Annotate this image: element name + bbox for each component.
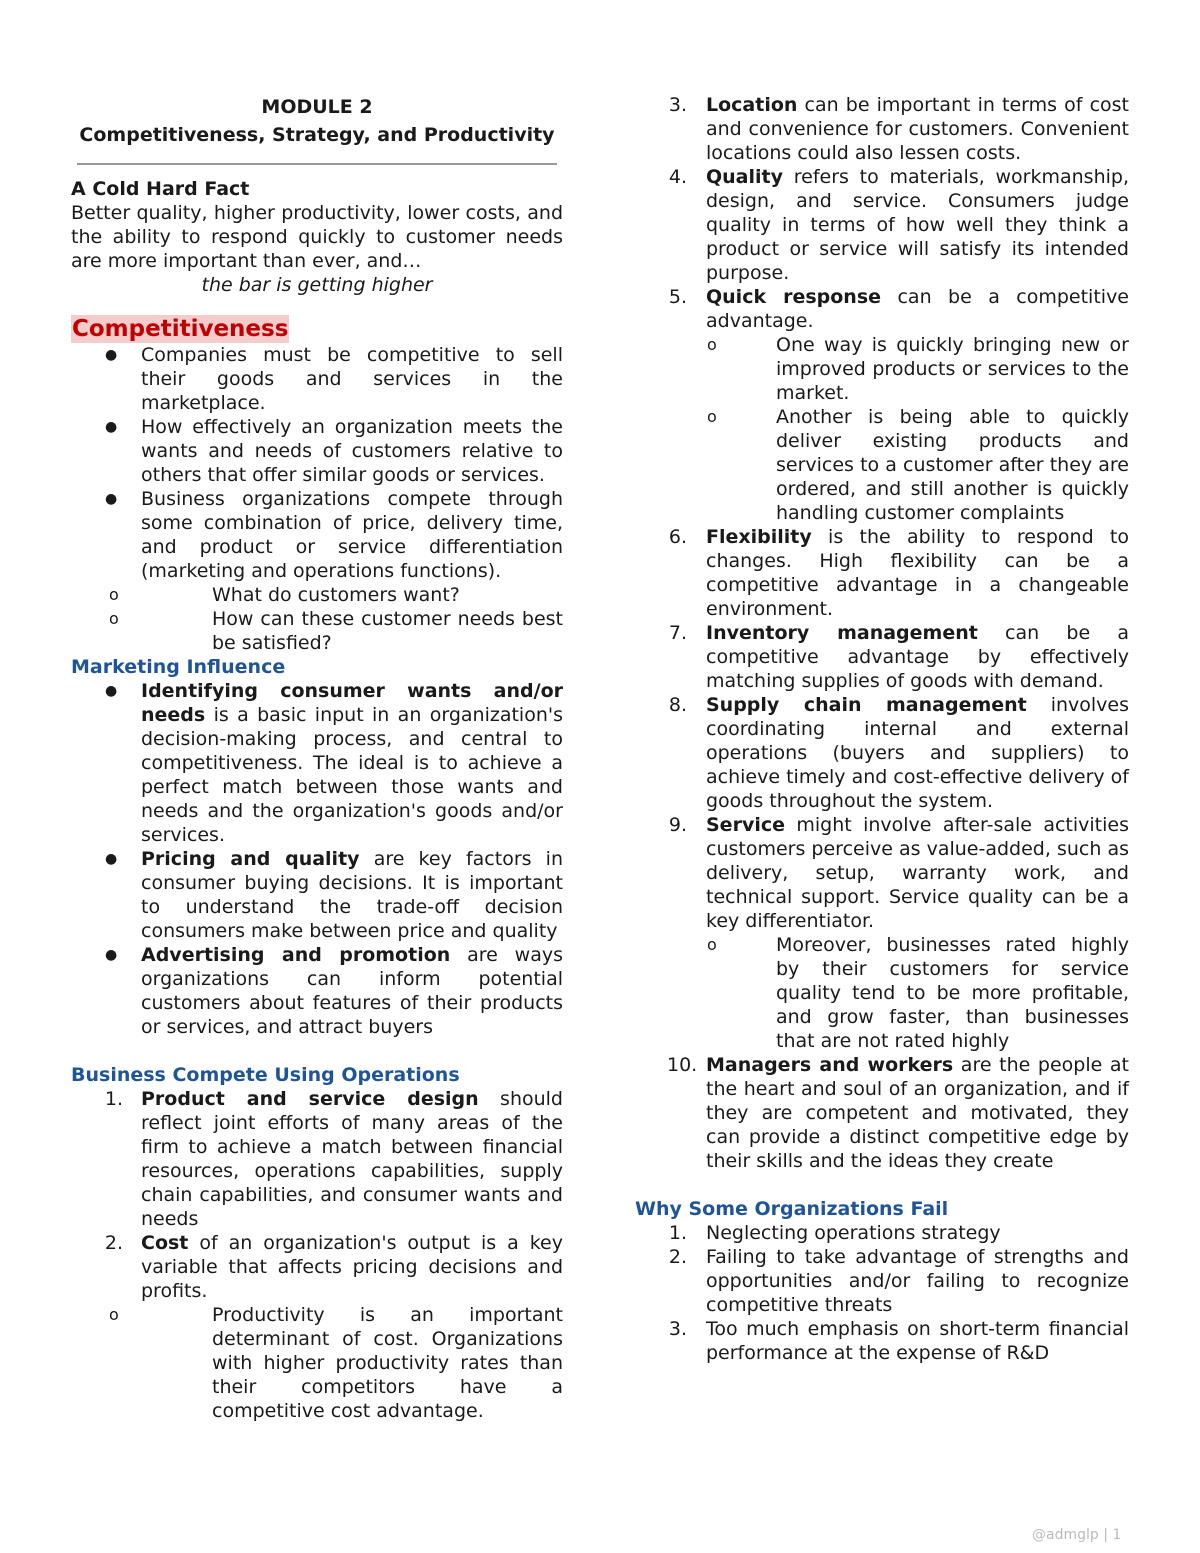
- item-text: can be important in terms of cost and convenience for customers. Convenient locations could also lessen costs.: [706, 94, 1129, 164]
- left-column: [71, 93, 563, 1423]
- list-item: [71, 847, 563, 943]
- competitiveness-list: [71, 343, 563, 655]
- item-term: Inventory management: [706, 622, 978, 644]
- list-item: [668, 285, 1129, 525]
- item-text: Neglecting operations strategy: [706, 1222, 1001, 1244]
- list-item: [71, 943, 563, 1039]
- list-item: [668, 621, 1129, 693]
- list-item: [668, 1245, 1129, 1317]
- competitiveness-sublist: [71, 583, 563, 655]
- right-column: [635, 93, 1129, 1365]
- item-text: is a basic input in an organization's decision-making process, and central to competitiveness. The ideal is to achieve a perfect match between those wants and needs and the organization's goods and/or services.: [141, 704, 563, 846]
- item-term: Managers and workers: [706, 1054, 954, 1076]
- marketing-heading: Marketing Influence: [71, 656, 286, 678]
- item-text: might involve after-sale activities customers perceive as value-added, such as delivery, setup, warranty work, and technical support. Service quality can be a key differentiator.: [706, 814, 1129, 932]
- sub-list-item: o Moreover, businesses rated highly by their customers for service quality tend to be more profitable, and grow faster, than businesses that are not rated highly: [671, 933, 1129, 1053]
- sub-list-item: o Productivity is an important determinant of cost. Organizations with higher productivity rates than their competitors have a competitive cost advantage.: [71, 1303, 563, 1423]
- service-sublist: [671, 933, 1129, 1053]
- list-item-text: Business organizations compete through some combination of price, delivery time, and product or service differentiation (marketing and operations functions).: [141, 488, 563, 582]
- item-number: 9.: [668, 814, 687, 836]
- list-item: [668, 93, 1129, 165]
- page-footer: @admglp | 1: [1032, 1527, 1122, 1543]
- item-text: Failing to take advantage of strengths and opportunities and/or failing to recognize competitive threats: [706, 1246, 1129, 1316]
- fail-list: [668, 1221, 1129, 1365]
- competitiveness-heading: Competitiveness: [72, 316, 289, 342]
- page-title: Competitiveness, Strategy, and Productivity: [79, 124, 555, 146]
- item-term: Product and service design: [141, 1088, 479, 1110]
- title-divider: [77, 163, 557, 165]
- item-text: can be a competitive advantage by effectively matching supplies of goods with demand.: [706, 622, 1129, 692]
- item-term: Identifying consumer wants and/or needs: [141, 680, 563, 726]
- list-item: [668, 165, 1129, 285]
- list-item: [71, 1231, 563, 1423]
- item-term: Advertising and promotion: [141, 944, 451, 966]
- item-text: can be a competitive advantage.: [706, 286, 1129, 332]
- item-number: 3.: [668, 1318, 687, 1340]
- list-item: [71, 1087, 563, 1231]
- item-text: are key factors in consumer buying decisions. It is important to understand the trade-off decision consumers make between price and quality: [141, 848, 563, 942]
- marketing-list: [71, 679, 563, 1039]
- list-item: [668, 1221, 1129, 1245]
- item-number: 8.: [668, 694, 687, 716]
- item-text: Too much emphasis on short-term financial performance at the expense of R&D: [706, 1318, 1129, 1364]
- item-term: Quick response: [706, 286, 882, 308]
- item-number: 10.: [667, 1054, 698, 1076]
- list-item: [668, 813, 1129, 1053]
- item-number: 2.: [104, 1232, 123, 1254]
- item-text: should reflect joint efforts of many areas of the firm to achieve a match between financial resources, operations capabilities, supply chain capabilities, and consumer wants and needs: [141, 1088, 563, 1230]
- list-item: [667, 1053, 1129, 1173]
- item-term: Service: [706, 814, 785, 836]
- sub-list-item: o Another is being able to quickly deliver existing products and services to a customer after they are ordered, and still another is quickly handling customer complaints: [671, 405, 1129, 525]
- item-text: is the ability to respond to changes. High flexibility can be a competitive advantage in a changeable environment.: [706, 526, 1129, 620]
- item-number: 1.: [668, 1222, 687, 1244]
- sub-list-item: o One way is quickly bringing new or improved products or services to the market.: [671, 333, 1129, 405]
- fail-heading: Why Some Organizations Fail: [635, 1198, 949, 1220]
- cost-sublist: [71, 1303, 563, 1423]
- item-text: are ways organizations can inform potential customers about features of their products or services, and attract buyers: [141, 944, 563, 1038]
- operations-list-left: [71, 1087, 563, 1423]
- list-item: [668, 693, 1129, 813]
- item-term: Pricing and quality: [141, 848, 360, 870]
- sub-list-item: o How can these customer needs best be satisfied?: [71, 607, 563, 655]
- list-item: [668, 525, 1129, 621]
- item-text: are the people at the heart and soul of an organization, and if they are competent and motivated, they can provide a distinct competitive edge by their skills and the ideas they create: [706, 1054, 1129, 1172]
- item-number: 3.: [668, 94, 687, 116]
- quick-response-sublist: [671, 333, 1129, 525]
- module-label: MODULE 2: [261, 96, 373, 118]
- item-term: Flexibility: [706, 526, 812, 548]
- list-item: [71, 679, 563, 847]
- item-number: 7.: [668, 622, 687, 644]
- item-number: 4.: [668, 166, 687, 188]
- item-term: Supply chain management: [706, 694, 1027, 716]
- item-number: 5.: [668, 286, 687, 308]
- cold-fact-italic: the bar is getting higher: [201, 274, 433, 296]
- sub-list-item: o What do customers want?: [71, 583, 563, 607]
- operations-list-right: [667, 93, 1129, 1173]
- item-term: Quality: [706, 166, 783, 188]
- list-item: ● How effectively an organization meets the wants and needs of customers relative to others that offer similar goods or services.: [71, 415, 563, 487]
- item-number: 2.: [668, 1246, 687, 1268]
- item-number: 6.: [668, 526, 687, 548]
- list-item: ● Companies must be competitive to sell their goods and services in the marketplace.: [71, 343, 563, 415]
- item-text: involves coordinating internal and external operations (buyers and suppliers) to achieve timely and cost-effective delivery of goods throughout the system.: [706, 694, 1129, 812]
- item-number: 1.: [104, 1088, 123, 1110]
- item-term: Location: [706, 94, 798, 116]
- operations-heading: Business Compete Using Operations: [71, 1064, 460, 1086]
- list-item: [71, 487, 563, 655]
- item-text: of an organization's output is a key variable that affects pricing decisions and profits.: [141, 1232, 563, 1302]
- cold-fact-heading: A Cold Hard Fact: [71, 178, 250, 200]
- cold-fact-body: Better quality, higher productivity, lower costs, and the ability to respond quickly to customer needs are more important than ever, and…: [71, 202, 563, 272]
- item-text: refers to materials, workmanship, design, and service. Consumers judge quality in terms of how well they think a product or service will satisfy its intended purpose.: [706, 166, 1129, 284]
- list-item: [668, 1317, 1129, 1365]
- item-term: Cost: [141, 1232, 189, 1254]
